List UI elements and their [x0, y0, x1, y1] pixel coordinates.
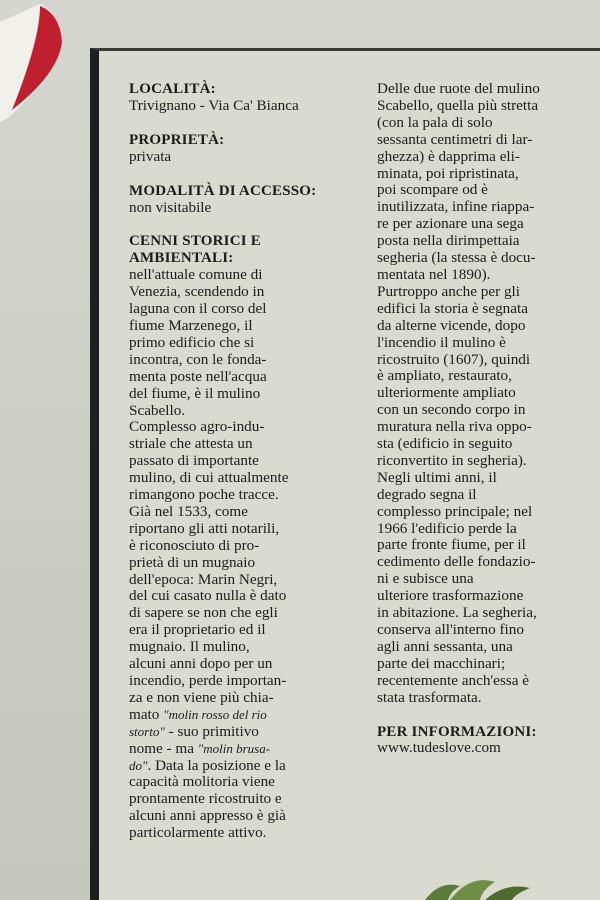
- info-label: PER INFORMAZIONI:: [377, 723, 537, 740]
- paragraph-2-mid: - suo primitivo nome - ma: [129, 722, 259, 757]
- paragraph-2-mato: mato: [129, 705, 164, 723]
- accesso-label: MODALITÀ DI ACCESSO:: [129, 182, 317, 199]
- quote-molin-rosso: "molin rosso del rio storto": [129, 706, 267, 739]
- cenni-paragraph-1: nell'attuale comune di Venezia, scendendo in laguna con il corso del fiume Marzenego, il primo edificio che si incontra, con le fonda- menta poste nell'acqua del fiume, è il mulino Scabello.: [129, 266, 267, 419]
- quote-molin-brusado: "molin brusa- do": [129, 740, 271, 773]
- right-paragraph-1: Delle due ruote del mulino Scabello, quella più stretta (con la pala di solo sessanta centimetri di lar- ghezza) è dapprima eli- minata, poi ripristinata, poi scompare od è inutilizzata, infine riappa- re per azionare una sega posta nella dirimpettaia segheria (la stessa è docu- mentata nel 1890).: [377, 80, 540, 283]
- left-column: [129, 81, 354, 842]
- cenni-label: CENNI STORICI E AMBIENTALI:: [129, 233, 261, 267]
- spacer: [377, 707, 595, 724]
- paragraph-2-end: . Data la posizione e la capacità molitoria viene prontamente ricostruito e alcuni anni appresso è già particolarmente attivo.: [129, 756, 286, 842]
- localita-value: Trivignano - Via Ca' Bianca: [129, 96, 299, 114]
- localita-label: LOCALITÀ:: [129, 81, 216, 97]
- right-paragraph-2: Purtroppo anche per gli edifici la storia è segnata da alterne vicende, dopo l'incendio il mulino è ricostruito (1607), quindi è ampliato, restaurato, ulteriormente ampliato con un secondo corpo in muratura nella riva oppo- sta (edificio in seguito riconvertito in segheria).: [377, 282, 532, 469]
- plant-leaves-decoration: [420, 872, 540, 900]
- right-paragraph-3: Negli ultimi anni, il degrado segna il complesso principale; nel 1966 l'edificio perde la parte fronte fiume, per il cedimento delle fondazio- ni e subisce una ulteriore trasformazione in abitazione. La segheria, conserva all'interno fino agli anni sessanta, una parte dei macchinari; recentemente anch'essa è stata trasformata.: [377, 468, 537, 706]
- right-column: [377, 81, 595, 757]
- info-plaque: [90, 48, 600, 900]
- paragraph-2-text: Complesso agro-indu- striale che attesta un passato di importante mulino, di cui attualmente rimangono poche tracce. Già nel 1533, come riportano gli atti notarili, è riconosciuto di pro- prietà di un mugnaio dell'epoca: Marin Negri, del cui casato nulla è dato di sapere se non che egli era il proprietario ed il mugnaio. Il mulino, alcuni anni dopo per un incendio, perde importan- za e non viene più chia-: [129, 418, 289, 706]
- info-website: www.tudeslove.com: [377, 739, 501, 757]
- accesso-value: non visitabile: [129, 198, 212, 216]
- cenni-paragraph-2: [129, 419, 354, 842]
- red-flag-decoration: [0, 0, 70, 130]
- proprieta-value: privata: [129, 147, 172, 165]
- proprieta-label: PROPRIETÀ:: [129, 131, 225, 148]
